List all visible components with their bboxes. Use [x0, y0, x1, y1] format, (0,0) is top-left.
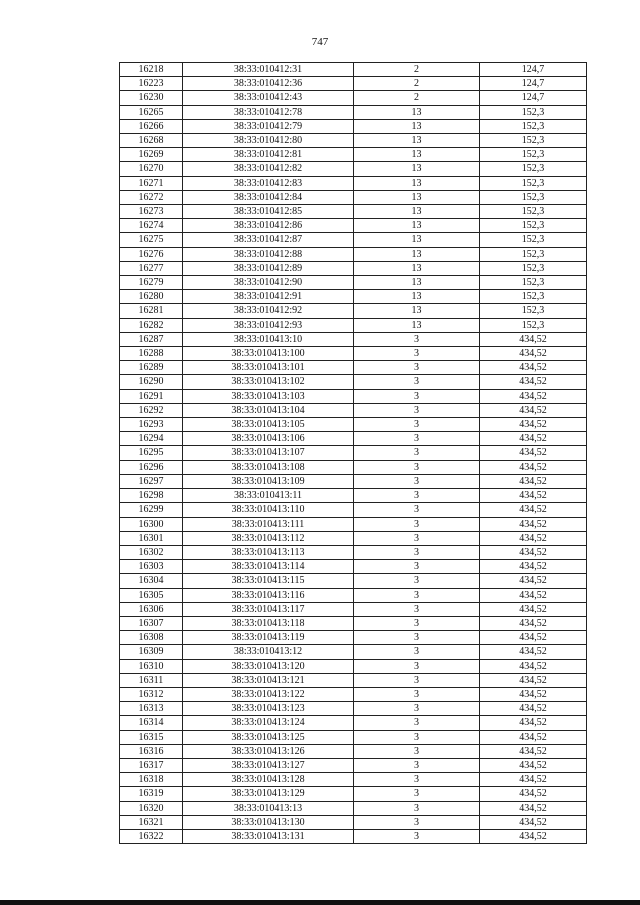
- count-cell: 3: [354, 446, 480, 460]
- row-number-cell: 16293: [120, 418, 183, 432]
- cadastral-number-cell: 38:33:010413:131: [183, 829, 354, 843]
- row-number-cell: 16308: [120, 631, 183, 645]
- cadastral-number-cell: 38:33:010413:120: [183, 659, 354, 673]
- cadastral-number-cell: 38:33:010413:108: [183, 460, 354, 474]
- area-cell: 434,52: [480, 815, 587, 829]
- area-cell: 434,52: [480, 375, 587, 389]
- row-number-cell: 16275: [120, 233, 183, 247]
- row-number-cell: 16265: [120, 105, 183, 119]
- cadastral-number-cell: 38:33:010413:116: [183, 588, 354, 602]
- cadastral-number-cell: 38:33:010413:130: [183, 815, 354, 829]
- row-number-cell: 16304: [120, 574, 183, 588]
- cadastral-number-cell: 38:33:010413:101: [183, 361, 354, 375]
- cadastral-number-cell: 38:33:010412:79: [183, 119, 354, 133]
- row-number-cell: 16291: [120, 389, 183, 403]
- row-number-cell: 16290: [120, 375, 183, 389]
- cadastral-number-cell: 38:33:010412:31: [183, 63, 354, 77]
- row-number-cell: 16306: [120, 602, 183, 616]
- table-row: [120, 574, 587, 588]
- count-cell: 13: [354, 304, 480, 318]
- cadastral-table: [119, 62, 587, 844]
- row-number-cell: 16292: [120, 403, 183, 417]
- row-number-cell: 16302: [120, 545, 183, 559]
- count-cell: 3: [354, 347, 480, 361]
- count-cell: 13: [354, 148, 480, 162]
- cadastral-number-cell: 38:33:010412:82: [183, 162, 354, 176]
- table-row: [120, 162, 587, 176]
- cadastral-number-cell: 38:33:010413:111: [183, 517, 354, 531]
- cadastral-number-cell: 38:33:010413:100: [183, 347, 354, 361]
- row-number-cell: 16307: [120, 616, 183, 630]
- row-number-cell: 16218: [120, 63, 183, 77]
- cadastral-number-cell: 38:33:010413:127: [183, 758, 354, 772]
- area-cell: 124,7: [480, 77, 587, 91]
- count-cell: 13: [354, 290, 480, 304]
- count-cell: 3: [354, 460, 480, 474]
- area-cell: 152,3: [480, 261, 587, 275]
- cadastral-number-cell: 38:33:010412:80: [183, 134, 354, 148]
- row-number-cell: 16280: [120, 290, 183, 304]
- cadastral-number-cell: 38:33:010413:113: [183, 545, 354, 559]
- count-cell: 13: [354, 318, 480, 332]
- table-row: [120, 318, 587, 332]
- row-number-cell: 16317: [120, 758, 183, 772]
- row-number-cell: 16321: [120, 815, 183, 829]
- count-cell: 3: [354, 574, 480, 588]
- area-cell: 434,52: [480, 602, 587, 616]
- table-row: [120, 148, 587, 162]
- page-number: 747: [311, 36, 329, 48]
- count-cell: 3: [354, 673, 480, 687]
- row-number-cell: 16299: [120, 503, 183, 517]
- area-cell: 434,52: [480, 829, 587, 843]
- table-row: [120, 361, 587, 375]
- table-body: [120, 63, 587, 844]
- area-cell: 152,3: [480, 276, 587, 290]
- cadastral-number-cell: 38:33:010413:117: [183, 602, 354, 616]
- count-cell: 13: [354, 176, 480, 190]
- cadastral-number-cell: 38:33:010413:107: [183, 446, 354, 460]
- table-row: [120, 389, 587, 403]
- area-cell: 434,52: [480, 588, 587, 602]
- cadastral-number-cell: 38:33:010413:10: [183, 332, 354, 346]
- table-row: [120, 190, 587, 204]
- area-cell: 152,3: [480, 247, 587, 261]
- row-number-cell: 16320: [120, 801, 183, 815]
- count-cell: 3: [354, 361, 480, 375]
- table-row: [120, 261, 587, 275]
- row-number-cell: 16303: [120, 560, 183, 574]
- row-number-cell: 16310: [120, 659, 183, 673]
- cadastral-number-cell: 38:33:010413:122: [183, 687, 354, 701]
- count-cell: 3: [354, 787, 480, 801]
- cadastral-number-cell: 38:33:010413:121: [183, 673, 354, 687]
- row-number-cell: 16277: [120, 261, 183, 275]
- area-cell: 434,52: [480, 574, 587, 588]
- table-row: [120, 531, 587, 545]
- table-row: [120, 560, 587, 574]
- area-cell: 434,52: [480, 787, 587, 801]
- count-cell: 3: [354, 687, 480, 701]
- row-number-cell: 16287: [120, 332, 183, 346]
- count-cell: 3: [354, 801, 480, 815]
- area-cell: 434,52: [480, 631, 587, 645]
- area-cell: 152,3: [480, 148, 587, 162]
- count-cell: 3: [354, 560, 480, 574]
- count-cell: 3: [354, 432, 480, 446]
- area-cell: 434,52: [480, 730, 587, 744]
- table-row: [120, 460, 587, 474]
- table-row: [120, 290, 587, 304]
- table-row: [120, 489, 587, 503]
- count-cell: 2: [354, 63, 480, 77]
- cadastral-number-cell: 38:33:010412:86: [183, 219, 354, 233]
- area-cell: 434,52: [480, 418, 587, 432]
- table-row: [120, 418, 587, 432]
- count-cell: 13: [354, 261, 480, 275]
- cadastral-number-cell: 38:33:010413:124: [183, 716, 354, 730]
- row-number-cell: 16305: [120, 588, 183, 602]
- area-cell: 152,3: [480, 119, 587, 133]
- table-row: [120, 205, 587, 219]
- row-number-cell: 16276: [120, 247, 183, 261]
- table-row: [120, 403, 587, 417]
- cadastral-number-cell: 38:33:010412:36: [183, 77, 354, 91]
- area-cell: 434,52: [480, 801, 587, 815]
- count-cell: 13: [354, 134, 480, 148]
- table-row: [120, 119, 587, 133]
- table-row: [120, 588, 587, 602]
- row-number-cell: 16266: [120, 119, 183, 133]
- table-row: [120, 744, 587, 758]
- table-row: [120, 829, 587, 843]
- row-number-cell: 16294: [120, 432, 183, 446]
- cadastral-number-cell: 38:33:010413:12: [183, 645, 354, 659]
- area-cell: 434,52: [480, 645, 587, 659]
- cadastral-number-cell: 38:33:010413:103: [183, 389, 354, 403]
- table-row: [120, 545, 587, 559]
- row-number-cell: 16297: [120, 474, 183, 488]
- count-cell: 3: [354, 588, 480, 602]
- table-row: [120, 63, 587, 77]
- table-row: [120, 673, 587, 687]
- count-cell: 3: [354, 645, 480, 659]
- count-cell: 3: [354, 616, 480, 630]
- table-row: [120, 801, 587, 815]
- table-row: [120, 347, 587, 361]
- table-row: [120, 631, 587, 645]
- table-row: [120, 176, 587, 190]
- count-cell: 2: [354, 91, 480, 105]
- count-cell: 13: [354, 233, 480, 247]
- table-row: [120, 304, 587, 318]
- cadastral-number-cell: 38:33:010413:11: [183, 489, 354, 503]
- area-cell: 434,52: [480, 347, 587, 361]
- row-number-cell: 16282: [120, 318, 183, 332]
- cadastral-number-cell: 38:33:010412:84: [183, 190, 354, 204]
- count-cell: 3: [354, 489, 480, 503]
- area-cell: 434,52: [480, 773, 587, 787]
- cadastral-number-cell: 38:33:010412:90: [183, 276, 354, 290]
- area-cell: 434,52: [480, 716, 587, 730]
- row-number-cell: 16270: [120, 162, 183, 176]
- count-cell: 13: [354, 247, 480, 261]
- table-row: [120, 616, 587, 630]
- table-row: [120, 105, 587, 119]
- table-row: [120, 375, 587, 389]
- cadastral-number-cell: 38:33:010413:112: [183, 531, 354, 545]
- count-cell: 3: [354, 773, 480, 787]
- cadastral-number-cell: 38:33:010413:125: [183, 730, 354, 744]
- count-cell: 3: [354, 659, 480, 673]
- row-number-cell: 16301: [120, 531, 183, 545]
- cadastral-number-cell: 38:33:010413:105: [183, 418, 354, 432]
- table-row: [120, 517, 587, 531]
- area-cell: 152,3: [480, 233, 587, 247]
- row-number-cell: 16289: [120, 361, 183, 375]
- table-row: [120, 332, 587, 346]
- table-row: [120, 602, 587, 616]
- area-cell: 124,7: [480, 63, 587, 77]
- table-row: [120, 432, 587, 446]
- cadastral-number-cell: 38:33:010412:91: [183, 290, 354, 304]
- row-number-cell: 16269: [120, 148, 183, 162]
- area-cell: 152,3: [480, 162, 587, 176]
- table-row: [120, 716, 587, 730]
- cadastral-number-cell: 38:33:010413:102: [183, 375, 354, 389]
- row-number-cell: 16281: [120, 304, 183, 318]
- count-cell: 3: [354, 403, 480, 417]
- cadastral-number-cell: 38:33:010412:85: [183, 205, 354, 219]
- table-row: [120, 77, 587, 91]
- area-cell: 124,7: [480, 91, 587, 105]
- cadastral-number-cell: 38:33:010413:119: [183, 631, 354, 645]
- area-cell: 434,52: [480, 460, 587, 474]
- cadastral-number-cell: 38:33:010412:78: [183, 105, 354, 119]
- cadastral-number-cell: 38:33:010413:106: [183, 432, 354, 446]
- table-row: [120, 446, 587, 460]
- table-row: [120, 659, 587, 673]
- row-number-cell: 16298: [120, 489, 183, 503]
- area-cell: 434,52: [480, 758, 587, 772]
- count-cell: 3: [354, 474, 480, 488]
- row-number-cell: 16318: [120, 773, 183, 787]
- row-number-cell: 16315: [120, 730, 183, 744]
- row-number-cell: 16274: [120, 219, 183, 233]
- table-row: [120, 276, 587, 290]
- cadastral-number-cell: 38:33:010413:104: [183, 403, 354, 417]
- area-cell: 152,3: [480, 318, 587, 332]
- cadastral-number-cell: 38:33:010412:87: [183, 233, 354, 247]
- cadastral-number-cell: 38:33:010413:129: [183, 787, 354, 801]
- cadastral-number-cell: 38:33:010413:123: [183, 702, 354, 716]
- cadastral-number-cell: 38:33:010413:109: [183, 474, 354, 488]
- cadastral-number-cell: 38:33:010412:93: [183, 318, 354, 332]
- scan-edge-bar: [0, 900, 640, 905]
- area-cell: 434,52: [480, 332, 587, 346]
- cadastral-number-cell: 38:33:010413:110: [183, 503, 354, 517]
- area-cell: 434,52: [480, 503, 587, 517]
- count-cell: 13: [354, 105, 480, 119]
- table-row: [120, 645, 587, 659]
- area-cell: 152,3: [480, 290, 587, 304]
- row-number-cell: 16312: [120, 687, 183, 701]
- table-row: [120, 730, 587, 744]
- area-cell: 434,52: [480, 702, 587, 716]
- count-cell: 3: [354, 744, 480, 758]
- area-cell: 152,3: [480, 190, 587, 204]
- area-cell: 434,52: [480, 517, 587, 531]
- count-cell: 3: [354, 631, 480, 645]
- table-row: [120, 219, 587, 233]
- count-cell: 3: [354, 829, 480, 843]
- count-cell: 3: [354, 716, 480, 730]
- table-row: [120, 91, 587, 105]
- area-cell: 152,3: [480, 219, 587, 233]
- area-cell: 152,3: [480, 134, 587, 148]
- row-number-cell: 16314: [120, 716, 183, 730]
- area-cell: 434,52: [480, 489, 587, 503]
- row-number-cell: 16311: [120, 673, 183, 687]
- area-cell: 434,52: [480, 744, 587, 758]
- count-cell: 3: [354, 730, 480, 744]
- count-cell: 3: [354, 389, 480, 403]
- row-number-cell: 16230: [120, 91, 183, 105]
- table-row: [120, 474, 587, 488]
- count-cell: 3: [354, 375, 480, 389]
- cadastral-number-cell: 38:33:010412:92: [183, 304, 354, 318]
- cadastral-number-cell: 38:33:010413:115: [183, 574, 354, 588]
- table-row: [120, 773, 587, 787]
- area-cell: 434,52: [480, 687, 587, 701]
- count-cell: 3: [354, 418, 480, 432]
- count-cell: 3: [354, 758, 480, 772]
- row-number-cell: 16316: [120, 744, 183, 758]
- row-number-cell: 16319: [120, 787, 183, 801]
- row-number-cell: 16273: [120, 205, 183, 219]
- area-cell: 152,3: [480, 304, 587, 318]
- cadastral-number-cell: 38:33:010413:114: [183, 560, 354, 574]
- cadastral-number-cell: 38:33:010413:126: [183, 744, 354, 758]
- row-number-cell: 16288: [120, 347, 183, 361]
- count-cell: 3: [354, 815, 480, 829]
- area-cell: 434,52: [480, 545, 587, 559]
- table-row: [120, 758, 587, 772]
- cadastral-number-cell: 38:33:010412:83: [183, 176, 354, 190]
- area-cell: 434,52: [480, 403, 587, 417]
- row-number-cell: 16295: [120, 446, 183, 460]
- count-cell: 13: [354, 205, 480, 219]
- area-cell: 434,52: [480, 474, 587, 488]
- area-cell: 434,52: [480, 432, 587, 446]
- cadastral-number-cell: 38:33:010413:13: [183, 801, 354, 815]
- count-cell: 3: [354, 702, 480, 716]
- row-number-cell: 16300: [120, 517, 183, 531]
- area-cell: 434,52: [480, 659, 587, 673]
- count-cell: 3: [354, 531, 480, 545]
- area-cell: 434,52: [480, 361, 587, 375]
- cadastral-number-cell: 38:33:010412:43: [183, 91, 354, 105]
- count-cell: 13: [354, 119, 480, 133]
- area-cell: 152,3: [480, 176, 587, 190]
- table-row: [120, 787, 587, 801]
- area-cell: 434,52: [480, 673, 587, 687]
- row-number-cell: 16279: [120, 276, 183, 290]
- area-cell: 434,52: [480, 389, 587, 403]
- row-number-cell: 16322: [120, 829, 183, 843]
- table-row: [120, 687, 587, 701]
- count-cell: 3: [354, 332, 480, 346]
- row-number-cell: 16268: [120, 134, 183, 148]
- cadastral-number-cell: 38:33:010412:89: [183, 261, 354, 275]
- area-cell: 434,52: [480, 531, 587, 545]
- table-row: [120, 233, 587, 247]
- area-cell: 152,3: [480, 105, 587, 119]
- table-row: [120, 503, 587, 517]
- row-number-cell: 16272: [120, 190, 183, 204]
- row-number-cell: 16223: [120, 77, 183, 91]
- cadastral-number-cell: 38:33:010413:118: [183, 616, 354, 630]
- row-number-cell: 16271: [120, 176, 183, 190]
- table-row: [120, 702, 587, 716]
- cadastral-number-cell: 38:33:010412:81: [183, 148, 354, 162]
- count-cell: 13: [354, 162, 480, 176]
- count-cell: 2: [354, 77, 480, 91]
- area-cell: 434,52: [480, 446, 587, 460]
- table-row: [120, 247, 587, 261]
- row-number-cell: 16313: [120, 702, 183, 716]
- count-cell: 3: [354, 517, 480, 531]
- count-cell: 13: [354, 276, 480, 290]
- count-cell: 3: [354, 602, 480, 616]
- area-cell: 152,3: [480, 205, 587, 219]
- row-number-cell: 16309: [120, 645, 183, 659]
- row-number-cell: 16296: [120, 460, 183, 474]
- table-row: [120, 134, 587, 148]
- table-row: [120, 815, 587, 829]
- cadastral-number-cell: 38:33:010412:88: [183, 247, 354, 261]
- cadastral-number-cell: 38:33:010413:128: [183, 773, 354, 787]
- count-cell: 3: [354, 545, 480, 559]
- count-cell: 13: [354, 219, 480, 233]
- area-cell: 434,52: [480, 616, 587, 630]
- count-cell: 3: [354, 503, 480, 517]
- count-cell: 13: [354, 190, 480, 204]
- area-cell: 434,52: [480, 560, 587, 574]
